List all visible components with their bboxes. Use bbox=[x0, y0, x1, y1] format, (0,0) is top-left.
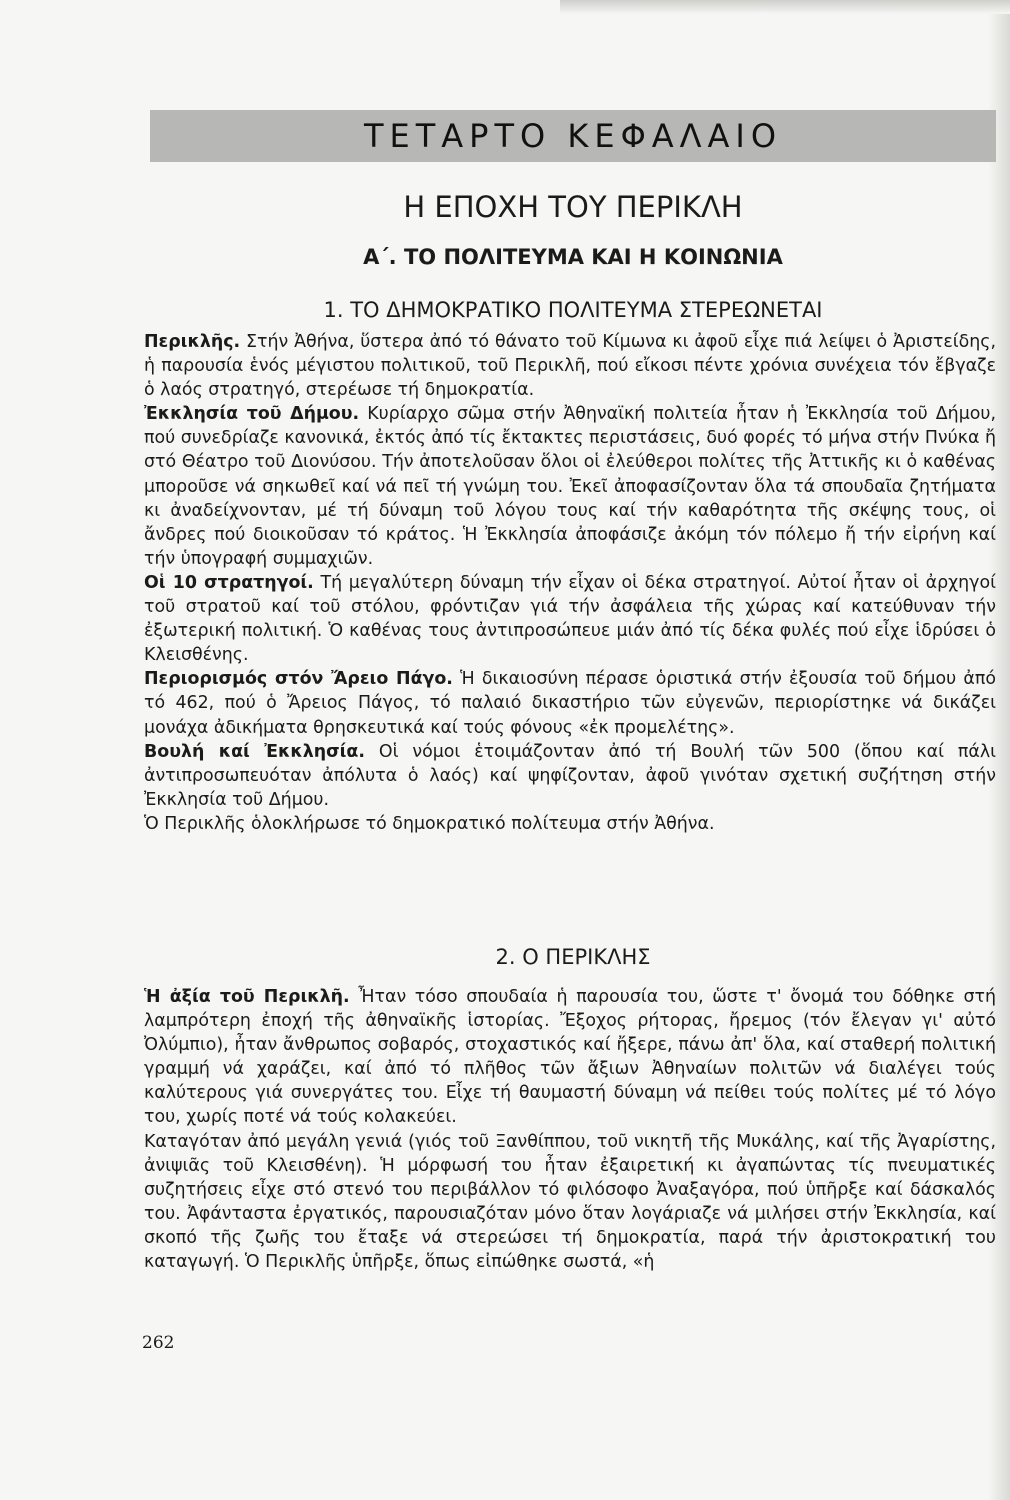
paragraph bbox=[144, 330, 996, 402]
paragraph-text: Ὁ Περικλῆς ὁλοκλήρωσε τό δημοκρατικό πολίτευμα στήν Ἀθήνα. bbox=[144, 813, 715, 834]
paragraph-text: Οἱ νόμοι ἑτοιμάζονταν ἀπό τή Βουλή τῶν 500 (ὅπου καί πάλι ἀντιπροσωπευόταν ἀπόλυτα ὁ λαός) καί ψηφίζονταν, ἀφοῦ γινόταν σχετική συζήτηση στήν Ἐκκλησία τοῦ Δήμου. bbox=[144, 741, 996, 810]
scan-top-shadow bbox=[560, 0, 1010, 14]
subsection-title-2: 2. Ο ΠΕΡΙΚΛΗΣ bbox=[495, 945, 651, 969]
paragraph-text: Στήν Ἀθήνα, ὕστερα ἀπό τό θάνατο τοῦ Κίμωνα κι ἀφοῦ εἶχε πιά λείψει ὁ Ἀριστείδης, ἡ παρουσία ἑνός μέγιστου πολιτικοῦ, τοῦ Περικλῆ, πού εἴκοσι πέντε χρόνια συνέχεια τόν ἔβγαζε ὁ λαός στρατηγό, στερέωσε τή δημοκρατία. bbox=[144, 332, 996, 401]
paragraph bbox=[144, 402, 996, 571]
chapter-title: ΤΕΤΑΡΤΟ ΚΕΦΑΛΑΙΟ bbox=[363, 117, 783, 155]
paragraph bbox=[144, 1130, 996, 1275]
paragraph-text: Ἦταν τόσο σπουδαία ἡ παρουσία του, ὥστε τ' ὄνομά του δόθηκε στή λαμπρότερη ἐποχή τῆς ἀθηναϊκῆς ἱστορίας. Ἔξοχος ρήτορας, ἤρεμος (τόν ἔλεγαν γι' αὐτό Ὀλύμπιο), ἦταν ἄνθρωπος σοβαρός, στοχαστικός καί ἤξερε, πάνω ἀπ' ὅλα, καί σταθερή πολιτική γραμμή νά χαράζει, καί ἀπό τό πλῆθος τῶν ἄξιων Ἀθηναίων πολιτῶν νά διαλέγει τούς καλύτερους γιά συνεργάτες του. Εἶχε τή θαυμαστή δύναμη νά πείθει τούς πολίτες μέ τό λόγο του, χωρίς ποτέ νά τούς κολακεύει. bbox=[144, 987, 996, 1128]
paragraph bbox=[144, 571, 996, 667]
paragraph bbox=[144, 985, 996, 1130]
era-title: Η ΕΠΟΧΗ ΤΟΥ ΠΕΡΙΚΛΗ bbox=[403, 190, 743, 224]
paragraph-text: Τή μεγαλύτερη δύναμη τήν εἶχαν οἱ δέκα στρατηγοί. Αὐτοί ἦταν οἱ ἀρχηγοί τοῦ στρατοῦ καί τοῦ στόλου, φρόντιζαν γιά τήν ἀσφάλεια τῆς χώρας καί κατεύθυναν τήν ἐξωτερική πολιτική. Ὁ καθένας τους ἀντιπροσώπευε μιάν ἀπό τίς δέκα φυλές πού εἶχε ἱδρύσει ὁ Κλεισθένης. bbox=[144, 572, 996, 666]
paragraph-text: Ἡ δικαιοσύνη πέρασε ὁριστικά στήν ἐξουσία τοῦ δήμου ἀπό τό 462, πού ὁ Ἄρειος Πάγος, τό παλαιό δικαστήριο τῶν εὐγενῶν, περιορίστηκε νά δικάζει μονάχα ἀδικήματα θρησκευτικά καί τούς φόνους «ἐκ προμελέτης». bbox=[144, 669, 997, 738]
paragraph-lead: Περιορισμός στόν Ἄρειο Πάγο. bbox=[144, 669, 453, 690]
paragraph-lead: Περικλῆς. bbox=[144, 332, 241, 352]
paragraph bbox=[144, 812, 996, 836]
text-block-1 bbox=[144, 330, 996, 836]
page-number: 262 bbox=[142, 1333, 175, 1353]
text-block-2 bbox=[144, 985, 996, 1274]
paragraph-text: Κυρίαρχο σῶμα στήν Ἀθηναϊκή πολιτεία ἦταν ἡ Ἐκκλησία τοῦ Δήμου, πού συνεδρίαζε κανονικά, ἐκτός ἀπό τίς ἔκτακτες περιστάσεις, δυό φορές τό μήνα στήν Πνύκα ἤ στό Θέατρο τοῦ Διονύσου. Τήν ἀποτελοῦσαν ὅλοι οἱ ἐλεύθεροι πολίτες τῆς Ἀττικῆς κι ὁ καθένας μποροῦσε νά σηκωθεῖ καί νά πεῖ τή γνώμη του. Ἐκεῖ ἀποφασίζονταν ὅλα τά σπουδαῖα ζητήματα κι ἀναδείχνονταν, μέ τή δύναμη τοῦ λόγου τους καί τήν καθαρότητα τῆς σκέψης τους, οἱ ἄνδρες πού διοικοῦσαν τό κράτος. Ἡ Ἐκκλησία ἀποφάσιζε ἀκόμη τόν πόλεμο ἤ τήν εἰρήνη καί τήν ὑπογραφή συμμαχιῶν. bbox=[144, 404, 996, 569]
paragraph-lead: Οἱ 10 στρατηγοί. bbox=[144, 572, 314, 593]
subsection-title-1: 1. ΤΟ ΔΗΜΟΚΡΑΤΙΚΟ ΠΟΛΙΤΕΥΜΑ ΣΤΕΡΕΩΝΕΤΑΙ bbox=[323, 298, 823, 322]
paragraph-lead: Ἐκκλησία τοῦ Δήμου. bbox=[144, 404, 360, 425]
section-title: Α΄. ΤΟ ΠΟΛΙΤΕΥΜΑ ΚΑΙ Η ΚΟΙΝΩΝΙΑ bbox=[363, 245, 783, 269]
paragraph-lead: Ἡ ἀξία τοῦ Περικλῆ. bbox=[144, 987, 350, 1007]
paragraph-lead: Βουλή καί Ἐκκλησία. bbox=[144, 741, 365, 762]
paragraph-text: Καταγόταν ἀπό μεγάλη γενιά (γιός τοῦ Ξανθίππου, τοῦ νικητῆ τῆς Μυκάλης, καί τῆς Ἀγαρίστης, ἀνιψιᾶς τοῦ Κλεισθένη). Ἡ μόρφωσή του ἦταν ἐξαιρετική κι ἀγαπώντας τίς πνευματικές συζητήσεις εἶχε στό στενό του περιβάλλον τό φιλόσοφο Ἀναξαγόρα, πού ὑπῆρξε καί δάσκαλός του. Ἀφάνταστα ἐργατικός, παρουσιαζόταν μόνο ὅταν λογάριαζε νά μιλήσει στήν Ἐκκλησία, καί σκοπό τῆς ζωῆς του ἔταξε νά στερεώσει τή δημοκρατία, παρά τήν ἀριστοκρατική του καταγωγή. Ὁ Περικλῆς ὑπῆρξε, ὅπως εἰπώθηκε σωστά, «ἡ bbox=[144, 1131, 996, 1273]
paragraph bbox=[144, 667, 996, 739]
paragraph bbox=[144, 740, 996, 812]
chapter-banner bbox=[150, 110, 996, 162]
